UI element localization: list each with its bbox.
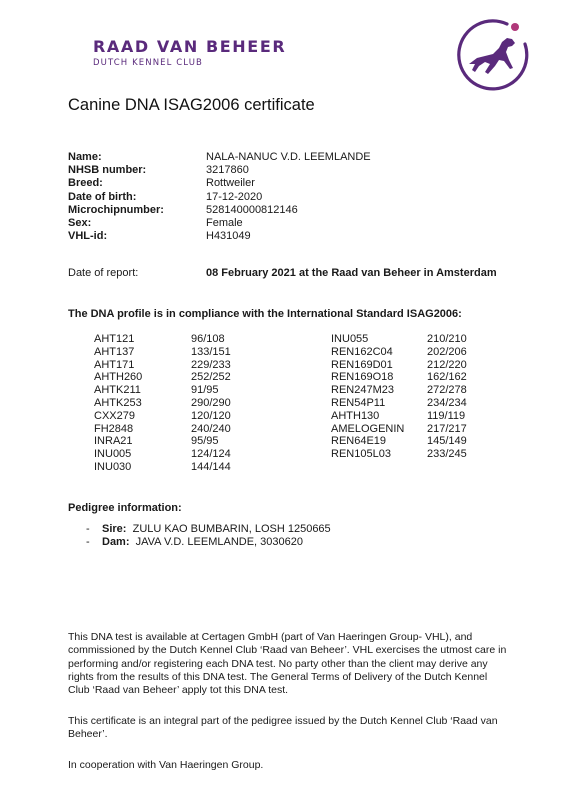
marker-name: AHTK211 [94, 384, 141, 397]
marker-value: 202/206 [427, 345, 467, 358]
info-value: Rottweiler [206, 177, 255, 190]
marker-name: AHTK253 [94, 396, 142, 409]
report-label: Date of report: [68, 267, 139, 279]
report-date-row [68, 267, 497, 279]
marker-list-right [331, 333, 467, 461]
info-row-vhl [68, 230, 371, 243]
marker-value: 212/220 [427, 358, 467, 371]
marker-name: FH2848 [94, 422, 134, 435]
marker-row [94, 397, 231, 410]
info-row-nhsb [68, 164, 371, 177]
marker-row [94, 333, 231, 346]
marker-value: 96/108 [191, 333, 225, 345]
marker-value: 124/124 [191, 448, 231, 461]
marker-name: CXX279 [94, 409, 135, 422]
marker-value: 119/119 [427, 409, 466, 422]
marker-name: INU055 [331, 333, 369, 345]
marker-row [94, 435, 231, 448]
marker-row [94, 423, 231, 436]
info-label: Breed: [68, 177, 103, 190]
marker-value: 133/151 [191, 345, 231, 358]
marker-row [94, 371, 231, 384]
marker-name: REN64E19 [331, 435, 387, 448]
info-row-chip [68, 204, 371, 217]
marker-row [94, 346, 231, 359]
marker-row [94, 359, 231, 372]
leaping-dog-logo-icon [455, 14, 535, 94]
info-row-sex [68, 217, 371, 230]
marker-value: 252/252 [191, 371, 231, 384]
marker-value: 145/149 [427, 435, 467, 448]
list-dash: - [86, 523, 90, 535]
info-label: VHL-id: [68, 230, 108, 243]
pedigree-list [86, 523, 331, 549]
info-label: NHSB number: [68, 164, 147, 177]
marker-row [331, 346, 467, 359]
marker-row [331, 371, 467, 384]
info-label: Name: [68, 151, 102, 163]
info-row-birth [68, 191, 371, 204]
pedigree-note-paragraph: This certificate is an integral part of the pedigree issued by the Dutch Kennel Club ‘Raad van Beheer’. [68, 715, 498, 741]
info-value: 528140000812146 [206, 203, 298, 216]
marker-name: AHT137 [94, 345, 135, 358]
marker-name: REN247M23 [331, 384, 394, 397]
marker-row [331, 333, 467, 346]
pedigree-heading: Pedigree information: [68, 502, 182, 514]
marker-name: REN169O18 [331, 371, 394, 384]
marker-name: REN105L03 [331, 448, 391, 461]
marker-name: INU030 [94, 460, 132, 473]
info-label: Microchipnumber: [68, 203, 164, 216]
pedigree-value: ZULU KAO BUMBARIN, LOSH 1250665 [132, 523, 331, 535]
brand-block [93, 38, 286, 68]
info-value: NALA-NANUC V.D. LEEMLANDE [206, 151, 371, 163]
marker-value: 240/240 [191, 422, 231, 435]
marker-value: 290/290 [191, 396, 231, 409]
marker-name: INU005 [94, 448, 132, 461]
marker-row [94, 410, 231, 423]
marker-row [94, 461, 231, 474]
marker-name: REN54P11 [331, 396, 386, 409]
info-label: Sex: [68, 216, 92, 229]
info-value: 3217860 [206, 164, 249, 177]
marker-name: AHTH260 [94, 371, 143, 384]
marker-name: AHT171 [94, 358, 135, 371]
marker-list-left [94, 333, 231, 474]
info-value: 17-12-2020 [206, 190, 263, 203]
marker-value: 162/162 [427, 371, 467, 384]
marker-row [94, 448, 231, 461]
brand-name: RAAD VAN BEHEER [93, 37, 287, 56]
info-row-name [68, 151, 371, 164]
marker-value: 120/120 [191, 409, 231, 422]
certificate-title: Canine DNA ISAG2006 certificate [68, 96, 315, 114]
marker-row [331, 397, 467, 410]
pedigree-label: Dam: [102, 536, 130, 548]
pedigree-dam [86, 536, 331, 549]
marker-row [331, 359, 467, 372]
pedigree-label: Sire: [102, 523, 127, 535]
marker-name: AMELOGENIN [331, 422, 405, 435]
marker-name: REN169D01 [331, 358, 393, 371]
pedigree-value: JAVA V.D. LEEMLANDE, 3030620 [135, 536, 303, 548]
list-dash: - [86, 536, 90, 548]
info-label: Date of birth: [68, 190, 137, 203]
report-value: 08 February 2021 at the Raad van Beheer in Amsterdam [206, 267, 497, 279]
marker-name: AHTH130 [331, 409, 380, 422]
marker-value: 217/217 [427, 422, 467, 435]
marker-value: 210/210 [427, 333, 467, 345]
marker-name: REN162C04 [331, 345, 393, 358]
info-value: Female [206, 216, 243, 229]
info-row-breed [68, 177, 371, 190]
marker-value: 91/95 [191, 384, 219, 397]
cooperation-paragraph: In cooperation with Van Haeringen Group. [68, 759, 264, 771]
marker-value: 229/233 [191, 358, 231, 371]
marker-value: 272/278 [427, 384, 467, 397]
compliance-statement: The DNA profile is in compliance with the International Standard ISAG2006: [68, 308, 462, 320]
disclaimer-paragraph: This DNA test is available at Certagen GmbH (part of Van Haeringen Group- VHL), and commissioned by the Dutch Kennel Club ‘Raad van Beheer’. VHL exercises the utmost care in performing and/or registering each DNA test. No party other than the client may derive any rights from the results of this DNA test. The General Terms of Delivery of the Dutch Kennel Club ‘Raad van Beheer’ apply tot this DNA test. [68, 631, 507, 697]
brand-subtitle: DUTCH KENNEL CLUB [93, 58, 203, 68]
marker-row [331, 435, 467, 448]
marker-value: 144/144 [191, 460, 231, 473]
marker-value: 234/234 [427, 396, 467, 409]
marker-row [331, 410, 467, 423]
dog-info-block [68, 151, 371, 243]
marker-name: INRA21 [94, 435, 133, 448]
marker-value: 233/245 [427, 448, 467, 461]
marker-row [331, 384, 467, 397]
marker-row [331, 423, 467, 436]
marker-value: 95/95 [191, 435, 219, 448]
marker-name: AHT121 [94, 333, 135, 345]
marker-row [94, 384, 231, 397]
pedigree-sire [86, 523, 331, 536]
info-value: H431049 [206, 230, 251, 243]
marker-row [331, 448, 467, 461]
